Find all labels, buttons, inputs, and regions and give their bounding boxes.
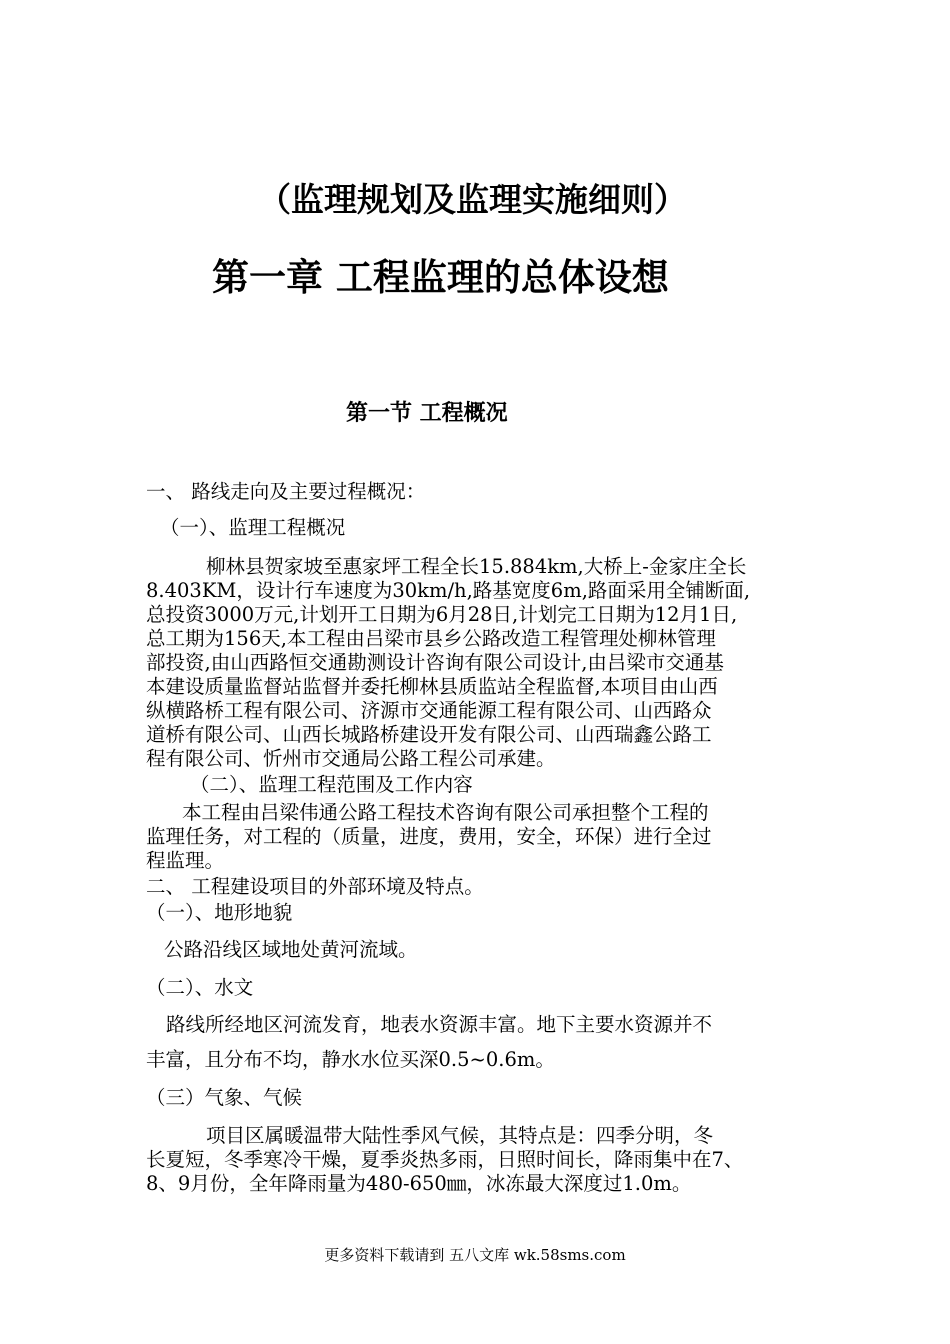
page-footer: 更多资料下载请到 五八文库 wk.58sms.com <box>324 1246 626 1264</box>
climate-line: 项目区属暖温带大陆性季风气候，其特点是：四季分明，冬 <box>206 1124 714 1147</box>
subheading-scope: （二）、监理工程范围及工作内容 <box>190 773 473 796</box>
hydrology-line: 路线所经地区河流发育，地表水资源丰富。地下主要水资源并不 <box>166 1013 713 1036</box>
terrain-paragraph: 公路沿线区域地处黄河流域。 <box>164 938 418 961</box>
overview-line: 柳林县贺家坡至惠家坪工程全长15.884km,大桥上-金家庄全长 <box>206 555 747 578</box>
overview-line: 纵横路桥工程有限公司、济源市交通能源工程有限公司、山西路众 <box>146 699 712 722</box>
chapter-title: 第一章 工程监理的总体设想 <box>212 256 669 299</box>
overview-line: 部投资,由山西路恒交通勘测设计咨询有限公司设计,由吕梁市交通基 <box>146 651 724 674</box>
section-title: 第一节 工程概况 <box>346 401 508 426</box>
subheading-terrain: （一）、地形地貌 <box>146 901 293 924</box>
overview-line: 总投资3000万元,计划开工日期为6月28日,计划完工日期为12月1日, <box>146 603 738 626</box>
subheading-climate: （三）气象、气候 <box>146 1086 303 1109</box>
hydrology-line: 丰富，且分布不均，静水水位买深0.5~0.6m。 <box>146 1048 555 1071</box>
subheading-hydrology: （二）、水文 <box>146 976 254 999</box>
document-subtitle: （监理规划及监理实施细则） <box>258 180 687 219</box>
overview-line: 总工期为156天,本工程由吕梁市县乡公路改造工程管理处柳林管理 <box>146 627 716 650</box>
scope-line: 监理任务，对工程的（质量，进度，费用，安全，环保）进行全过 <box>146 825 712 848</box>
overview-line: 本建设质量监督站监督并委托柳林县质监站全程监督,本项目由山西 <box>146 675 718 698</box>
climate-line: 8、9月份，全年降雨量为480-650㎜，冰冻最大深度过1.0m。 <box>146 1172 692 1195</box>
overview-line: 道桥有限公司、山西长城路桥建设开发有限公司、山西瑞鑫公路工 <box>146 723 712 746</box>
scope-line: 程监理。 <box>146 849 225 872</box>
heading-route: 一、 路线走向及主要过程概况： <box>146 480 426 503</box>
scope-line: 本工程由吕梁伟通公路工程技术咨询有限公司承担整个工程的 <box>182 801 709 824</box>
overview-line: 8.403KM，设计行车速度为30km/h,路基宽度6m,路面采用全铺断面, <box>146 579 751 602</box>
subheading-overview: （一）、监理工程概况 <box>160 516 346 539</box>
overview-line: 程有限公司、忻州市交通局公路工程公司承建。 <box>146 747 556 770</box>
climate-line: 长夏短，冬季寒冷干燥，夏季炎热多雨，日照时间长，降雨集中在7、 <box>146 1148 744 1171</box>
heading-environment: 二、 工程建设项目的外部环境及特点。 <box>146 875 484 898</box>
